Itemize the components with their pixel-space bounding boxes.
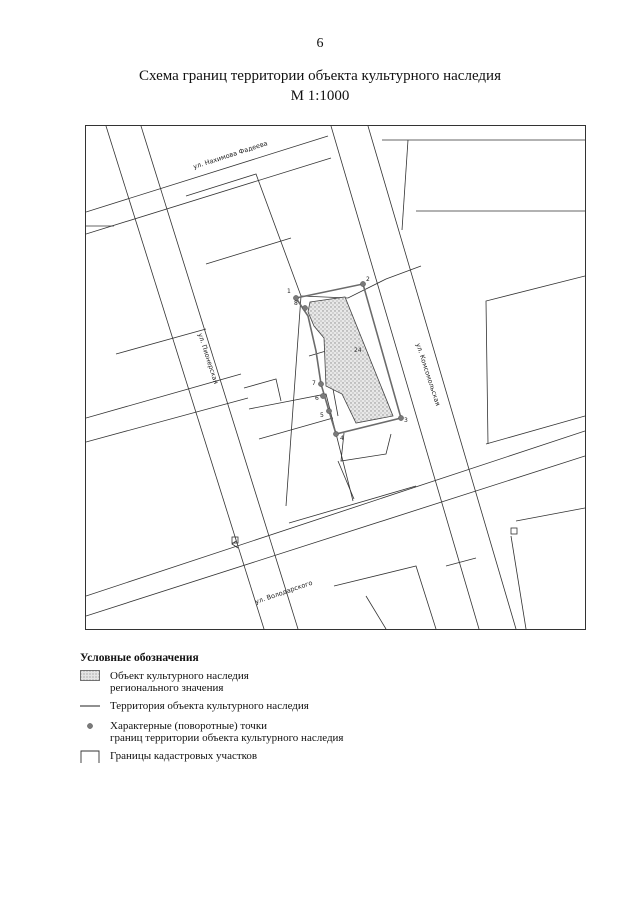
point-5	[326, 408, 331, 413]
legend	[80, 652, 560, 770]
point-label-8: 8	[294, 300, 298, 307]
cadastral-bracket-icon	[80, 750, 100, 764]
heritage-object	[308, 297, 393, 423]
street-label-pionerskaya: ул. Пионерская	[196, 332, 221, 386]
legend-item-points	[80, 720, 560, 744]
legend-item-object	[80, 670, 560, 694]
point-2	[360, 281, 365, 286]
map-scale: М 1:1000	[290, 88, 350, 104]
legend-object-line-2: регионального значения	[110, 682, 224, 694]
legend-object-line-1: Объект культурного наследия	[110, 670, 249, 682]
point-label-4: 4	[340, 435, 344, 442]
legend-points-line-1: Характерные (поворотные) точки	[110, 720, 268, 732]
legend-points-line-2: границ территории объекта культурного наследия	[110, 732, 344, 744]
point-8	[302, 305, 307, 310]
page-number: 6	[316, 36, 324, 51]
boundary-point-icon	[80, 720, 100, 732]
point-label-2: 2	[366, 276, 370, 283]
legend-territory-line-1: Территория объекта культурного наследия	[110, 700, 309, 712]
boundary-line-icon	[80, 700, 100, 712]
point-label-3: 3	[404, 417, 408, 424]
cadastral-map	[85, 125, 586, 630]
street-label-komsomolskaya: ул. Комсомольская	[414, 342, 442, 407]
point-6	[320, 393, 325, 398]
point-7	[318, 381, 323, 386]
stippled-rect-icon	[80, 670, 100, 682]
street-label-nakhimova: ул. Нахимова Фадеева	[192, 139, 269, 171]
legend-item-cadastral	[80, 750, 560, 764]
map-canvas	[86, 126, 585, 629]
legend-title: Условные обозначения	[80, 652, 199, 664]
point-label-1: 1	[287, 288, 291, 295]
legend-cadastral-line-1: Границы кадастровых участков	[110, 750, 258, 762]
point-3	[398, 415, 403, 420]
legend-item-territory	[80, 700, 560, 714]
map-title-block	[0, 66, 640, 106]
point-label-6: 6	[315, 395, 319, 402]
point-label-5: 5	[320, 412, 324, 419]
point-4	[333, 431, 338, 436]
object-label: 24	[354, 347, 362, 354]
street-label-volodarskogo: ул. Володарского	[254, 578, 314, 606]
point-label-7: 7	[312, 380, 316, 387]
map-title: Схема границ территории объекта культурного наследия	[139, 68, 501, 84]
